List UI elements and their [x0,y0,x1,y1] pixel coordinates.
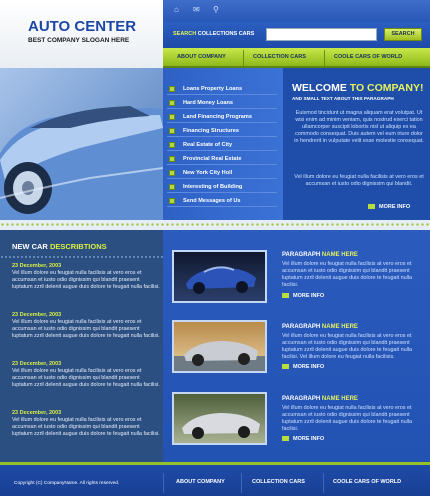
bullet-icon [169,156,175,162]
paragraph-text: Vel illum dolore eu feugiat nulla facilisis at vero eros et accumsan et iusto odio dignissim qui blandit praesent luptatum zzril delenit augue duis dolore te feugait nulla facilisi. [282,405,413,432]
news-date: 23 December, 2003 [12,410,62,416]
arrow-icon [282,436,289,441]
link-item[interactable]: Land Financing Programs [167,111,277,123]
footer-separator [241,473,242,493]
bullet-icon [169,114,175,120]
paragraph-text: Vel illum dolore eu feugiat nulla facilisis at vero eros et accumsan et iusto odio dignissim qui blandit praesent luptatum zzril delenit augue duis dolore te feugait nulla facilisi. Vel illum dolore eu feugiat nulla facilisis. [282,333,413,360]
nav-about-company[interactable]: ABOUT COMPANY [177,54,226,60]
news-divider [0,255,163,259]
divider-dots [0,222,430,227]
car-photo[interactable] [172,320,267,373]
copyright-text: Copyright (C) CompanyName. All rights reserved. [14,481,120,486]
mail-icon[interactable]: ✉ [193,5,200,14]
welcome-paragraph: Vel illum dolore eu feugiat nulla facilisis at vero eros et accumsan et iusto odio dignissim qui blandit. [294,174,424,187]
search-label: SEARCH COLLECTIONS CARS [173,31,255,37]
paragraph-title: PARAGRAPH NAME HERE [282,252,358,258]
bullet-icon [169,184,175,190]
footer-link-about-company[interactable]: ABOUT COMPANY [176,479,225,485]
news-date: 23 December, 2003 [12,312,62,318]
nav-separator [324,50,325,66]
paragraph-title: PARAGRAPH NAME HERE [282,324,358,330]
main-nav [163,48,430,68]
link-list [163,68,283,220]
more-info-link[interactable]: MORE INFO [282,364,324,370]
nav-coole-cars[interactable]: COOLE CARS OF WORLD [334,54,403,60]
hero-car-image [0,68,163,220]
welcome-panel [283,68,430,220]
welcome-title: WELCOME TO COMPANY! [292,82,424,94]
more-info-link[interactable]: MORE INFO [282,293,324,299]
home-icon[interactable]: ⌂ [174,5,179,14]
link-item[interactable]: Financing Structures [167,125,277,137]
news-text: Vel illum dolore eu feugiat nulla facilisis at vero eros et accumsan et iusto odio dignissim qui blandit praesent luptatum zzril delenit augue duis dolore te feugait nulla facilisi. [12,368,160,388]
paragraph-column [163,230,430,462]
link-item[interactable]: Hard Money Loans [167,97,277,109]
site-slogan: BEST COMPANY SLOGAN HERE [28,37,130,44]
bullet-icon [169,198,175,204]
footer-link-collection-cars[interactable]: COLLECTION CARS [252,479,305,485]
link-item[interactable]: New York City Holl [167,167,277,179]
search-input[interactable] [266,28,377,41]
footer-separator [163,473,164,493]
paragraph-text: Vel illum dolore eu feugiat nulla facilisis at vero eros et accumsan et iusto odio dignissim qui blandit praesent luptatum zzril delenit augue duis dolore te feugait nulla facilisi. [282,261,413,288]
link-item[interactable]: Provincial Real Estate [167,153,277,165]
logo-area[interactable] [0,0,163,68]
nav-separator [243,50,244,66]
news-text: Vel illum dolore eu feugiat nulla facilisis at vero eros et accumsan et iusto odio dignissim qui blandit praesent luptatum zzril delenit augue duis dolore te feugait nulla facilisi. [12,319,160,339]
more-info-link[interactable]: MORE INFO [368,204,410,210]
arrow-icon [368,204,375,209]
more-info-link[interactable]: MORE INFO [282,436,324,442]
link-item[interactable]: Interesting of Building [167,181,277,193]
news-column [0,230,163,462]
car-photo-art [174,252,265,301]
news-title: NEW CAR DESCRIBTIONS [12,242,107,251]
search-bar [163,22,430,48]
bullet-icon [169,142,175,148]
paragraph-title: PARAGRAPH NAME HERE [282,396,358,402]
link-item[interactable]: Send Messages of Us [167,195,277,207]
bullet-icon [169,100,175,106]
search-button[interactable]: SEARCH [384,28,422,41]
car-photo-art [174,394,265,443]
nav-collection-cars[interactable]: COLLECTION CARS [253,54,306,60]
arrow-icon [282,293,289,298]
welcome-subtitle: AND SMALL TEXT ABOUT THIS PARAGRAPH [292,96,394,101]
news-date: 23 December, 2003 [12,263,62,269]
bullet-icon [169,170,175,176]
bullet-icon [169,86,175,92]
car-photo-art [174,322,265,371]
bullet-icon [169,128,175,134]
welcome-paragraph: Euismod tincidunt ut magna aliquam erat volutpat. Ut wisi enim ad minim veniam, quis nostrud exerci tation ullamcorper suscipit lobortis nisl ut aliquip ex ea commodo consequat. Duis autem vel eum iriure dolor in hendrerit in vulputate velit esse molestie consequat. [294,110,424,144]
car-illustration [0,68,163,220]
top-bar [163,0,430,22]
footer [0,462,430,496]
link-item[interactable]: Real Estate of City [167,139,277,151]
footer-separator [323,473,324,493]
dotted-divider [0,220,430,230]
footer-link-coole-cars[interactable]: COOLE CARS OF WORLD [333,479,402,485]
sitemap-icon[interactable]: ⚲ [213,5,219,14]
site-title: AUTO CENTER [28,18,137,35]
car-photo[interactable] [172,392,267,445]
news-date: 23 December, 2003 [12,361,62,367]
car-photo[interactable] [172,250,267,303]
link-item[interactable]: Loans Property Loans [167,83,277,95]
news-text: Vel illum dolore eu feugiat nulla facilisis at vero eros et accumsan et iusto odio dignissim qui blandit praesent luptatum zzril delenit augue duis dolore te feugait nulla facilisi. [12,417,160,437]
arrow-icon [282,364,289,369]
news-text: Vel illum dolore eu feugiat nulla facilisis at vero eros et accumsan et iusto odio dignissim qui blandit praesent luptatum zzril delenit augue duis dolore te feugait nulla facilisi. [12,270,160,290]
